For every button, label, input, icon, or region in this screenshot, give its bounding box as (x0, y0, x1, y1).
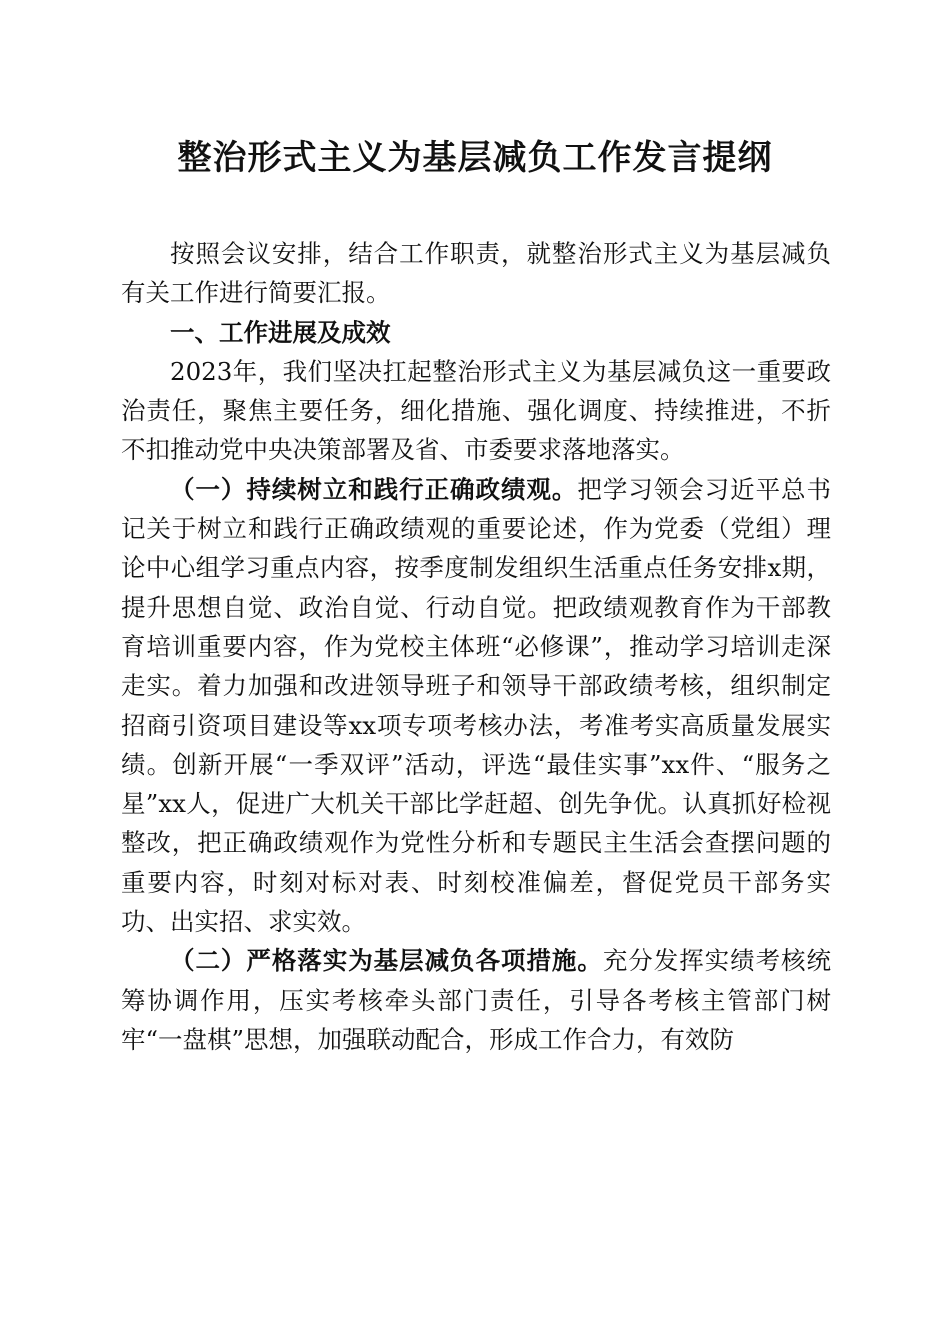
item-2-paragraph (121, 941, 831, 1059)
item-2-lead: （二）严格落实为基层减负各项措施。 (170, 946, 603, 976)
item-1-text: 把学习领会习近平总书记关于树立和践行正确政绩观的重要论述，作为党委（党组）理论中心组学习重点内容，按季度制发组织生活重点任务安排x期，提升思想自觉、政治自觉、行动自觉。把政绩观教育作为干部教育培训重要内容，作为党校主体班“必修课”，推动学习培训走深走实。着力加强和改进领导班子和领导干部政绩考核，组织制定招商引资项目建设等xx项专项考核办法，考准考实高质量发展实绩。创新开展“一季双评”活动，评选“最佳实事”xx件、“服务之星”xx人，促进广大机关干部比学赶超、创先争优。认真抓好检视整改，把正确政绩观作为党性分析和专题民主生活会查摆问题的重要内容，时刻对标对表、时刻校准偏差，督促党员干部务实功、出实招、求实效。 (121, 474, 831, 937)
item-1-paragraph (121, 470, 831, 942)
item-1-lead: （一）持续树立和践行正确政绩观。 (170, 474, 578, 504)
item-2-text: 充分发挥实绩考核统筹协调作用，压实考核牵头部门责任，引导各考核主管部门树牢“一盘棋”思想，加强联动配合，形成工作合力，有效防 (121, 946, 832, 1054)
document-title: 整治形式主义为基层减负工作发言提纲 (177, 138, 773, 178)
section-summary-paragraph: 2023年，我们坚决扛起整治形式主义为基层减负这一重要政治责任，聚焦主要任务，细化措施、强化调度、持续推进，不折不扣推动党中央决策部署及省、市委要求落地落实。 (121, 356, 831, 465)
intro-paragraph: 按照会议安排，结合工作职责，就整治形式主义为基层减负有关工作进行简要汇报。 (121, 239, 831, 308)
document-body (121, 234, 831, 1059)
section-heading: 一、工作进展及成效 (170, 317, 391, 347)
